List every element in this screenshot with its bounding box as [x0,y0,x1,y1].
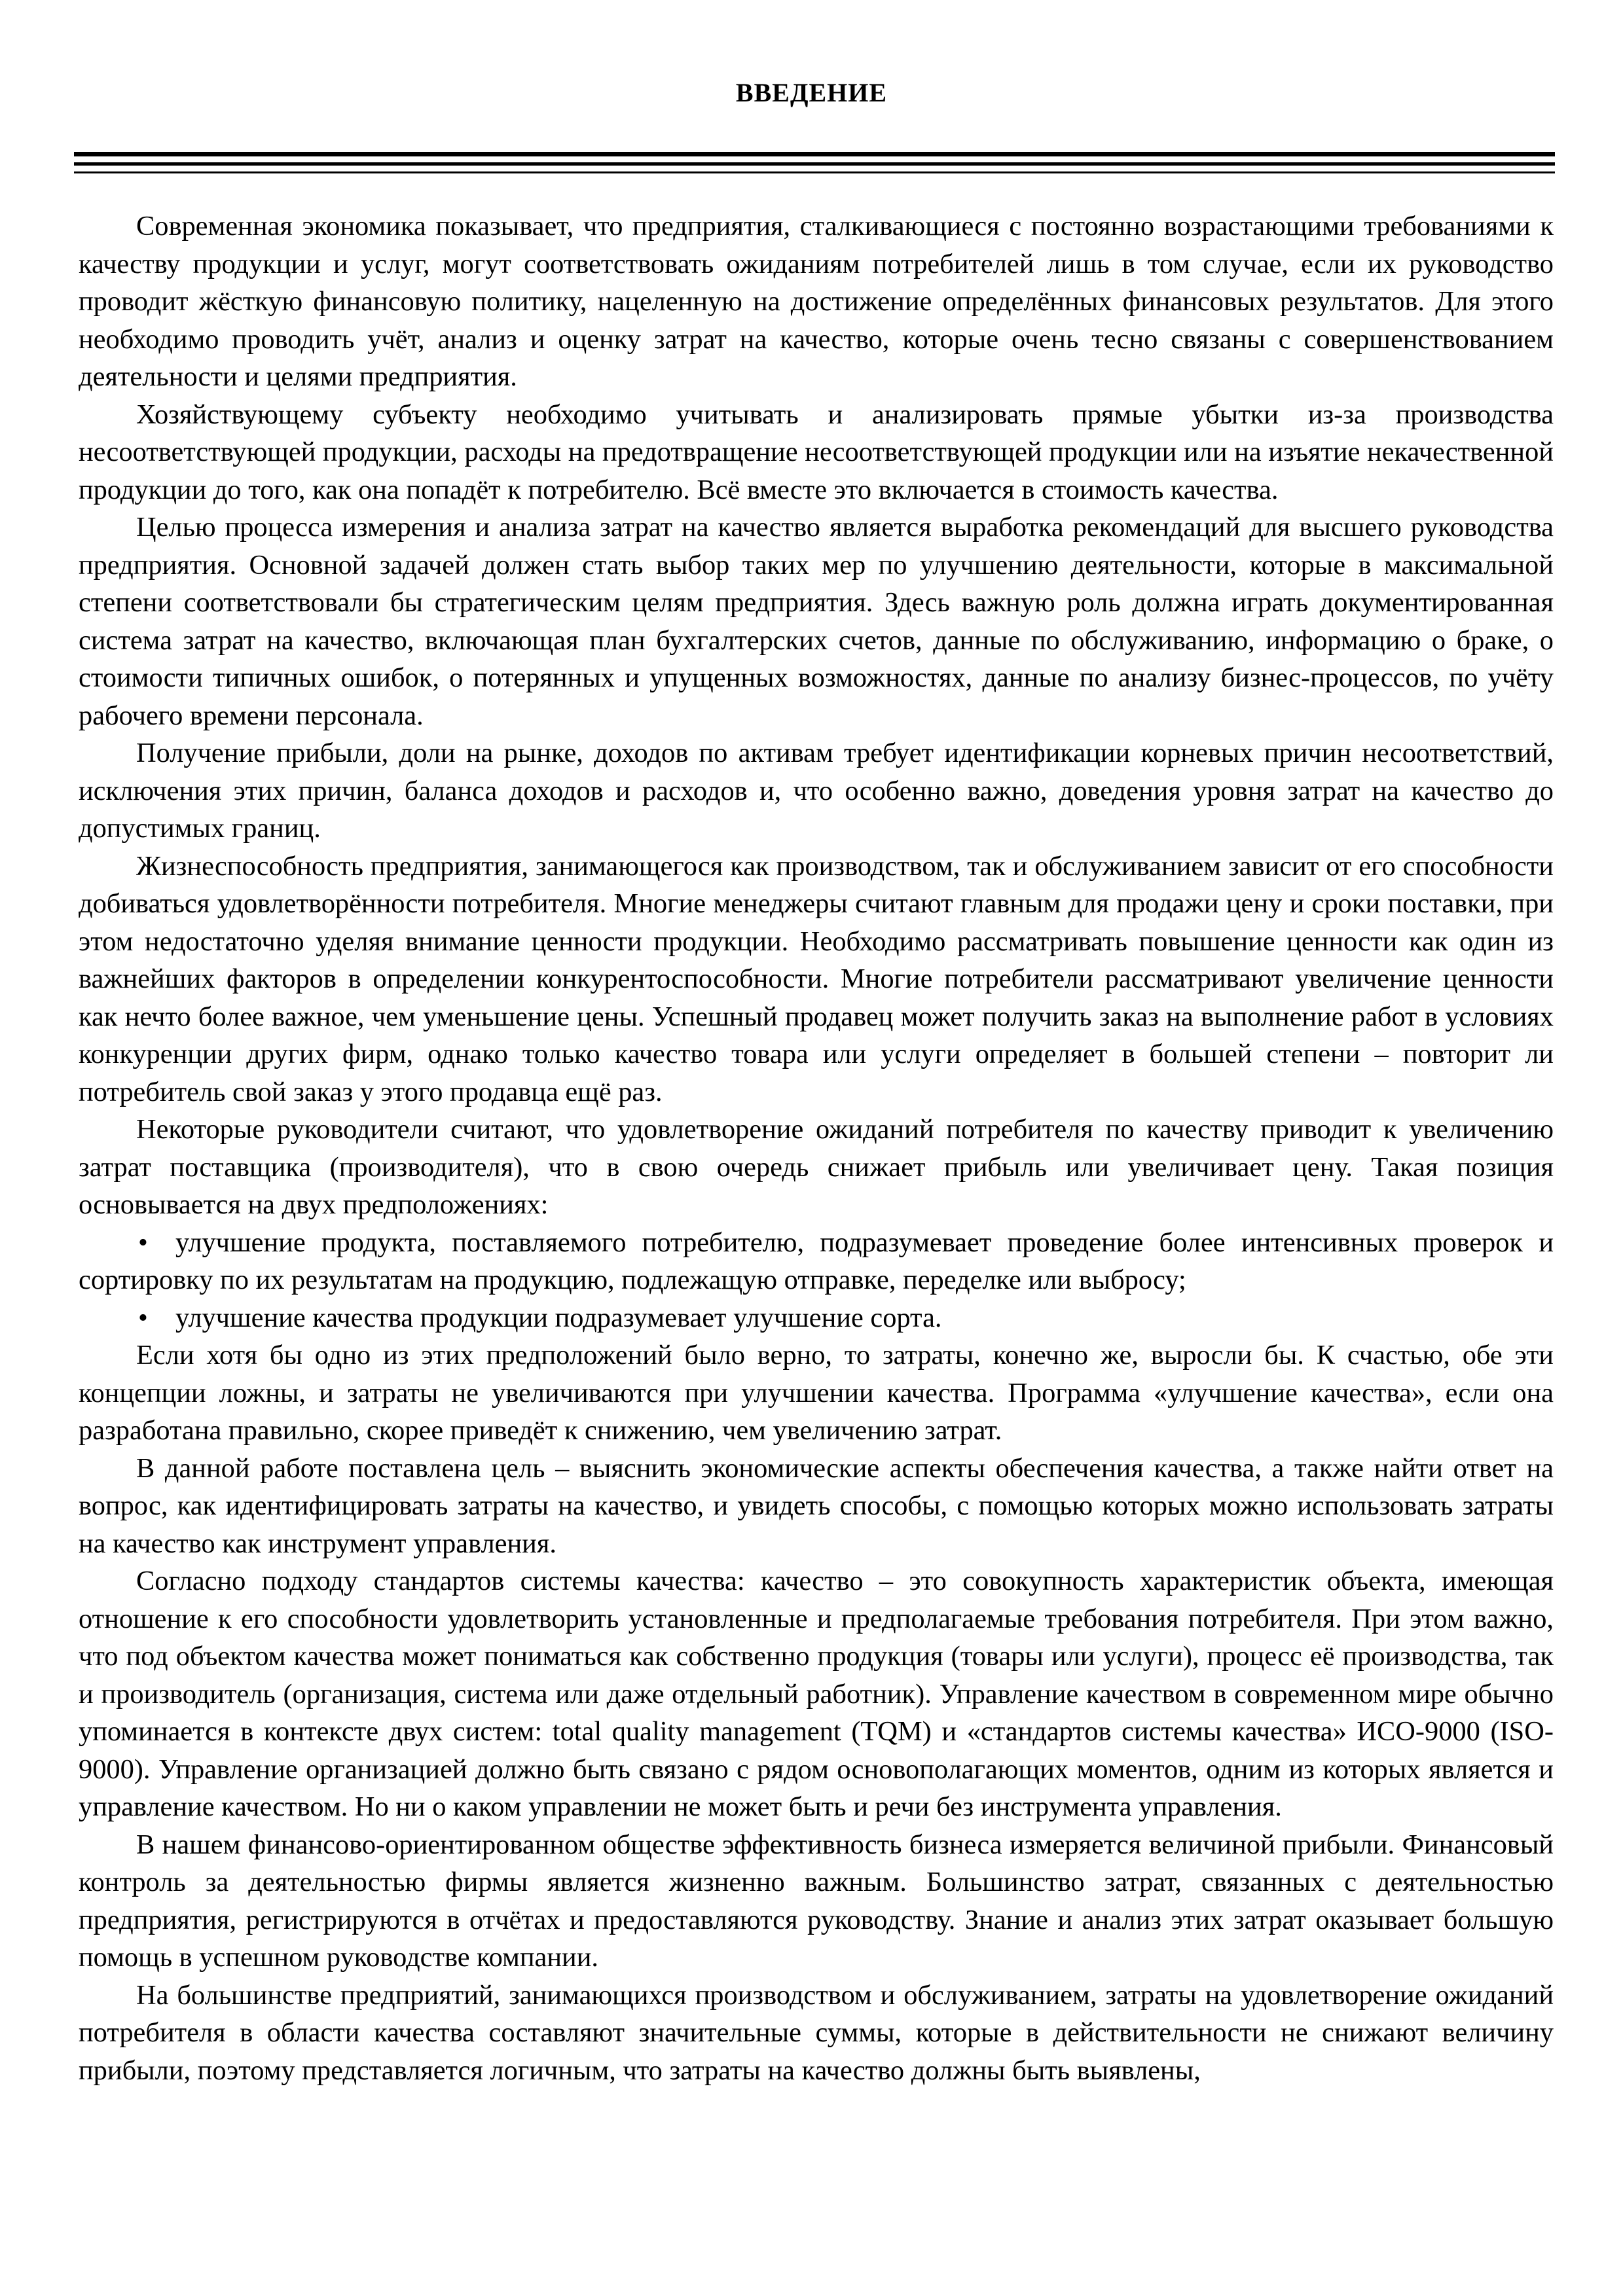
paragraph: В данной работе поставлена цель – выяснить экономические аспекты обеспечения качества, а также найти ответ на вопрос, как идентифицировать затраты на качество, и увидеть способы, с помощью которых можно использовать затраты на качество как инструмент управления. [79,1452,1554,1559]
list-item [79,1299,1554,1337]
paragraph: Некоторые руководители считают, что удовлетворение ожиданий потребителя по качеству приводит к увеличению затрат поставщика (производителя), что в свою очередь снижает прибыль или увеличивает цену. Такая позиция основывается на двух предположениях: [79,1114,1554,1220]
body-text [79,207,1554,2089]
page-title: ВВЕДЕНИЕ [735,78,888,107]
paragraph: Хозяйствующему субъекту необходимо учитывать и анализировать прямые убытки из-за производства несоответствующей продукции, расходы на предотвращение несоответствующей продукции или на изъятие некачественной продукции до того, как она попадёт к потребителю. Всё вместе это включается в стоимость качества. [79,399,1554,505]
bullet-icon: • [138,1227,148,1258]
paragraph: Если хотя бы одно из этих предположений было верно, то затраты, конечно же, выросли бы. К счастью, обе эти концепции ложны, и затраты не увеличиваются при улучшении качества. Программа «улучшение качества», если она разработана правильно, скорее приведёт к снижению, чем увеличению затрат. [79,1340,1554,1446]
title-rule-thin [74,171,1555,173]
list-item-text: улучшение продукта, поставляемого потребителю, подразумевает проведение более интенсивных проверок и сортировку по их результатам на продукцию, подлежащую отправке, переделке или выбросу; [79,1227,1554,1295]
paragraph: На большинстве предприятий, занимающихся производством и обслуживанием, затраты на удовлетворение ожиданий потребителя в области качества составляют значительные суммы, которые в действительности не снижают величину прибыли, поэтому представляется логичным, что затраты на качество должны быть выявлены, [79,1979,1554,2086]
paragraph: Согласно подходу стандартов системы качества: качество – это совокупность характеристик объекта, имеющая отношение к его способности удовлетворить установленные и предполагаемые требования потребителя. При этом важно, что под объектом качества может пониматься как собственно продукция (товары или услуги), процесс её производства, так и производитель (организация, система или даже отдельный работник). Управление качеством в современном мире обычно упоминается в контексте двух систем: total quality management (TQM) и «стандартов системы качества» ИСО-9000 (ISO-9000). Управление организацией должно быть связано с рядом основополагающих моментов, одним из которых является и управление качеством. Но ни о каком управлении не может быть и речи без инструмента управления. [79,1566,1554,1822]
paragraph: Целью процесса измерения и анализа затрат на качество является выработка рекомендаций для высшего руководства предприятия. Основной задачей должен стать выбор таких мер по улучшению деятельности, которые в максимальной степени соответствовали бы стратегическим целям предприятия. Здесь важную роль должна играть документированная система затрат на качество, включающая план бухгалтерских счетов, данные по обслуживанию, информацию о браке, о стоимости типичных ошибок, о потерянных и упущенных возможностях, данные по анализу бизнес-процессов, по учёту рабочего времени персонала. [79,512,1554,731]
paragraph: В нашем финансово-ориентированном обществе эффективность бизнеса измеряется величиной прибыли. Финансовый контроль за деятельностью фирмы является жизненно важным. Большинство затрат, связанных с деятельностью предприятия, регистрируются в отчётах и предоставляются руководству. Знание и анализ этих затрат оказывает большую помощь в успешном руководстве компании. [79,1829,1554,1973]
paragraph: Современная экономика показывает, что предприятия, сталкивающиеся с постоянно возрастающими требованиями к качеству продукции и услуг, могут соответствовать ожиданиям потребителей лишь в том случае, если их руководство проводит жёсткую финансовую политику, нацеленную на достижение определённых финансовых результатов. Для этого необходимо проводить учёт, анализ и оценку затрат на качество, которые очень тесно связаны с совершенствованием деятельности и целями предприятия. [79,211,1554,392]
list-item-text: улучшение качества продукции подразумевает улучшение сорта. [175,1302,942,1333]
title-rule-thick [74,152,1555,156]
paragraph: Жизнеспособность предприятия, занимающегося как производством, так и обслуживанием зависит от его способности добиваться удовлетворённости потребителя. Многие менеджеры считают главным для продажи цену и сроки поставки, при этом недостаточно уделяя внимание ценности продукции. Необходимо рассматривать повышение ценности как один из важнейших факторов в определении конкурентоспособности. Многие потребители рассматривают увеличение ценности как нечто более важное, чем уменьшение цены. Успешный продавец может получить заказ на выполнение работ в условиях конкуренции других фирм, однако только качество товара или услуги определяет в большей степени – повторит ли потребитель свой заказ у этого продавца ещё раз. [79,850,1554,1107]
paragraph: Получение прибыли, доли на рынке, доходов по активам требует идентификации корневых причин несоответствий, исключения этих причин, баланса доходов и расходов и, что особенно важно, доведения уровня затрат на качество до допустимых границ. [79,738,1554,844]
bullet-icon: • [138,1302,148,1333]
list-item [79,1224,1554,1299]
title-rule-medium [74,162,1555,166]
assumption-list [79,1224,1554,1337]
